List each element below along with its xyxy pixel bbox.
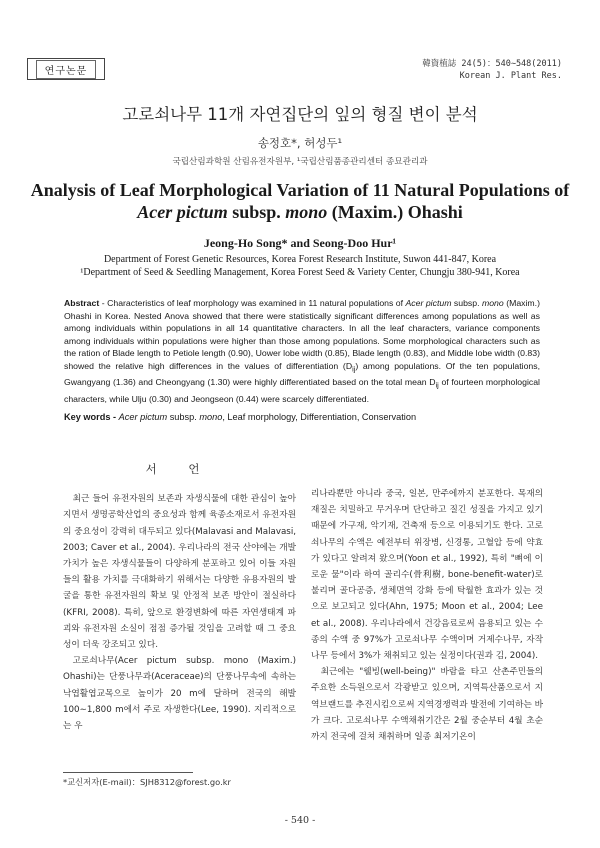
article-type-label: 연구논문 — [36, 60, 97, 79]
right-column — [311, 486, 543, 745]
footnote-divider — [63, 772, 193, 773]
english-title-variety: mono — [285, 202, 328, 222]
abstract-variety: mono — [481, 298, 504, 308]
english-title-line1: Analysis of Leaf Morphological Variation of 11 Natural Populations of — [30, 180, 570, 200]
left-paragraph-1: 최근 들어 유전자원의 보존과 자생식물에 대한 관심이 높아지면서 생명공학산업의 중요성과 함께 육종소재로서 유전자원의 중요성이 강력히 대두되고 있다(Malavasi and Malavasi, 2003; Caver et al., 2004). 우리나라의 전국 산야에는 개발가치가 높은 자생식물들이 다양하게 분포하고 있어 이들 자원들의 활용 가치를 극대화하기 위해서는 다양한 유용자원의 발굴을 통한 유전자원의 확보 및 안정적 보존 방안이 절실하다(KFRI, 2008). 특히, 앞으로 환경변화에 따른 자연생태계 파괴와 유전자원 소실이 점점 증가될 것임을 고려할 때 그 중요성이 더욱 강조되고 있다. — [63, 494, 296, 651]
journal-citation-line2: Korean J. Plant Res. — [459, 71, 562, 81]
keywords-species: Acer pictum — [118, 412, 168, 422]
korean-affiliation: 국립산림과학원 산림유전자원부, ¹국립산림품종관리센터 종묘관리과 — [172, 157, 428, 167]
english-title-authority: (Maxim.) Ohashi — [327, 202, 463, 222]
journal-citation — [422, 58, 562, 82]
abstract-text-4: ) among populations. Of the ten populations, Gwangyang (1.36) and Cheongyang (1.30) were highly differentiated based on the total mean D — [64, 360, 540, 388]
abstract-text-3: (Maxim.) Ohashi in Korea. Nested Anova showed that there were statistically significant differences among populations as well as among individuals within populations in all 14 quantitative characters. In all the leaf characters, variance components among individuals within populations were higher than those among populations. Some morphological characters such as the ration of Blade length to Petiole length (0.90), Uower lobe width (0.85), Blade length (0.83), and Middle lobe width (0.83) showed the relative high differences in the values of differentiation (D — [64, 298, 540, 371]
abstract-text-1: - Characteristics of leaf morphology was examined in 11 natural populations of — [99, 298, 406, 308]
english-affiliation-line2: ¹Department of Seed & Seedling Management, Korea Forest Seed & Variety Center, Chungju 380-941, Korea — [80, 267, 520, 278]
keywords — [64, 412, 540, 422]
abstract-text-2: subsp. — [451, 298, 482, 308]
english-title-species: Acer pictum — [137, 202, 228, 222]
english-title — [0, 179, 600, 223]
article-type-badge — [27, 58, 105, 80]
abstract-subscript-2: ij — [435, 381, 439, 391]
left-column — [63, 451, 296, 734]
journal-citation-line1: 韓資植誌 24(5)：540∼548(2011) — [422, 59, 562, 69]
keywords-variety: mono — [199, 412, 223, 422]
korean-authors: 송정호*, 허성두¹ — [257, 136, 343, 150]
abstract — [64, 297, 540, 405]
right-paragraph-2: 최근에는 "웰빙(well-being)" 바람을 타고 산촌주민들의 주요한 소득원으로서 각광받고 있으며, 지역특산품으로서 지역브랜드를 추진시킴으로써 지역경쟁력과 발전에 기여하는 바가 크다. 고로쇠나무 수액채취기간은 2월 중순부터 4월 초순까지 전국에 걸쳐 채취하며 일종 최저기온이 — [311, 667, 544, 743]
left-paragraph-2: 고로쇠나무(Acer pictum subsp. mono (Maxim.) Ohashi)는 단풍나무과(Aceraceae)의 단풍나무속에 속하는 낙엽활엽교목으로 높이가 20 m에 달하며 전국의 해발 100∼1,800 m에서 주로 자생한다(Lee, 1990). 지리적으로는 우 — [63, 656, 296, 732]
keywords-label: Key words - — [64, 412, 119, 422]
english-affiliation-line1: Department of Forest Genetic Resources, Korea Forest Research Institute, Suwon 441-847, Korea — [103, 254, 497, 265]
korean-title: 고로쇠나무 11개 자연집단의 잎의 형질 변이 분석 — [122, 105, 478, 124]
abstract-subscript-1: ij — [352, 364, 356, 374]
keywords-list: , Leaf morphology, Differentiation, Conservation — [222, 412, 417, 422]
keywords-subsp: subsp. — [167, 412, 200, 422]
corresponding-author-footnote: *교신저자(E-mail)：SJH8312@forest.go.kr — [63, 777, 231, 787]
abstract-species: Acer pictum — [405, 298, 452, 308]
section-heading: 서 언 — [145, 462, 214, 476]
english-title-line2 — [0, 201, 600, 223]
abstract-label: Abstract — [64, 298, 100, 308]
english-affiliation — [0, 253, 600, 279]
english-title-subsp: subsp. — [227, 202, 286, 222]
right-paragraph-1: 리나라뿐만 아니라 중국, 일본, 만주에까지 분포한다. 목재의 재질은 치밀하고 무거우며 단단하고 질긴 성질을 가지고 있기 때문에 가구재, 악기재, 건축재 등으로 이용되기도 한다. 고로쇠나무의 수액은 예전부터 위장병, 신경통, 고혈압 등에 약효가 있다고 알려져 왔으며(Yoon et al., 1992), 특히 "뼈에 이로운 물"이라 하여 골리수(骨利樹, bone-benefit-water)로 불리며 골다공증, 생체면역 강화 등에 탁월한 효과가 있는 것으로 보고되고 있다(Ahn, 1975; Moon et al., 2004; Lee et al., 2008). 우리나라에서 건강음료로써 음용되고 있는 수종의 수액 중 97%가 고로쇠나무 수액이며 거제수나무, 자작나무 등에서 3%가 채취되고 있는 실정이다(권과 김, 2004). — [311, 489, 543, 662]
abstract-text-5: of fourteen morphological characters, while Ulju (0.30) and Jeongseon (0.44) were scarcely differentiated. — [64, 377, 540, 404]
english-authors: Jeong-Ho Song* and Seong-Doo Hur¹ — [203, 236, 397, 250]
page-number: - 540 - — [284, 815, 316, 826]
